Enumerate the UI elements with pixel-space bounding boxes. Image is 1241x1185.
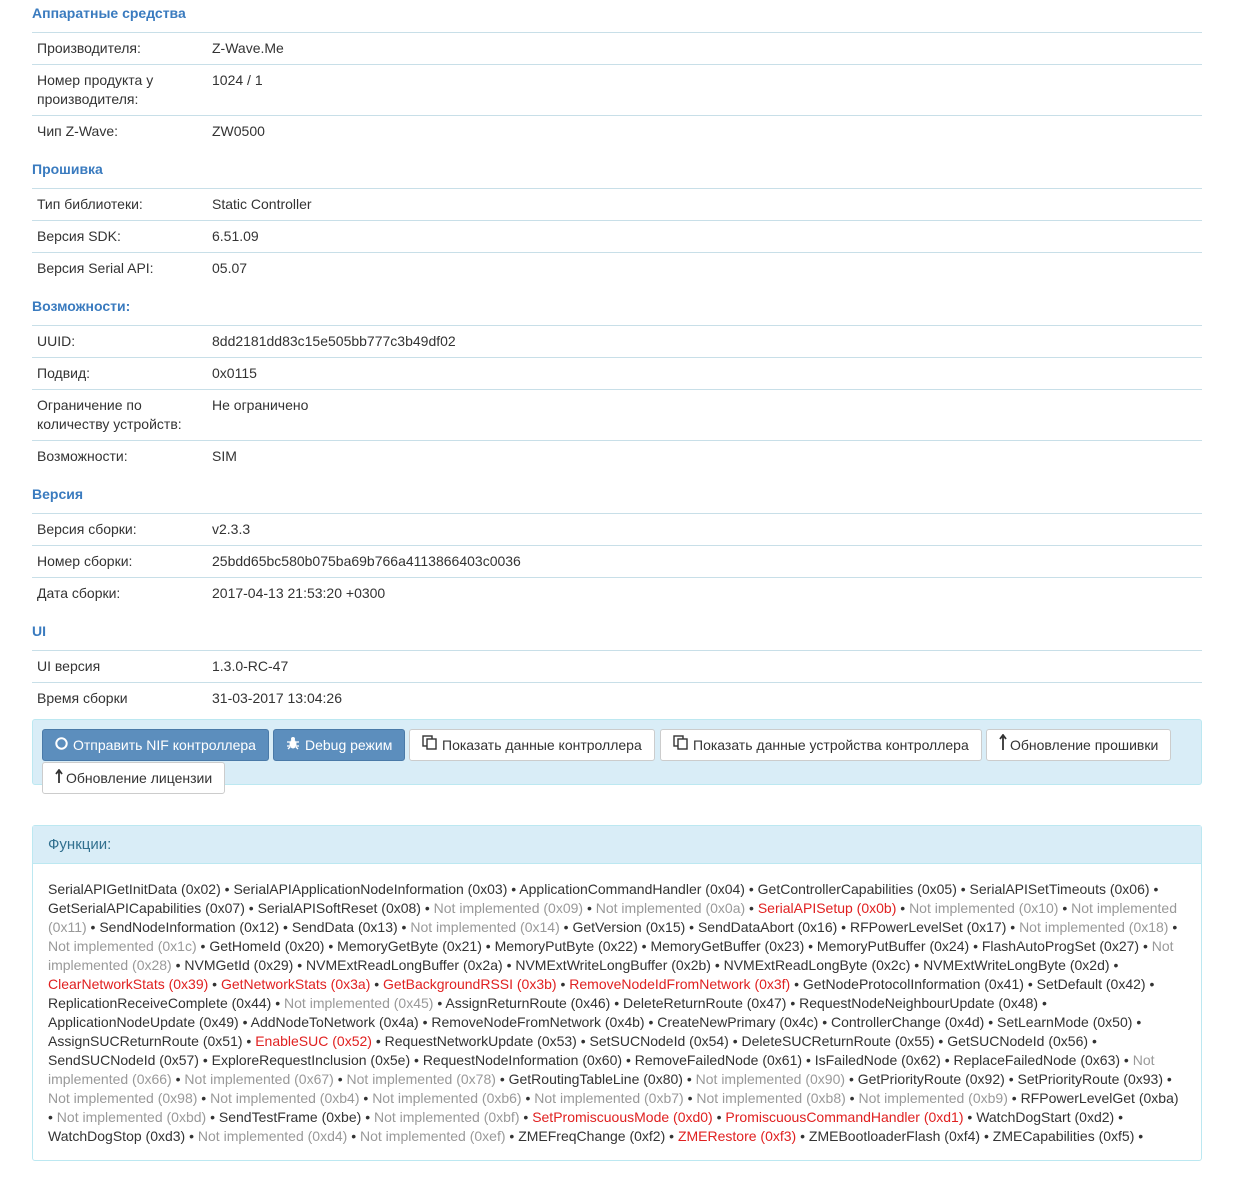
function-item: Not implemented (0xb4) — [210, 1090, 360, 1106]
table-row — [32, 513, 1202, 545]
bullet-separator: • — [1041, 995, 1047, 1011]
debug-mode-button[interactable] — [273, 729, 405, 761]
info-tables — [32, 0, 1202, 723]
row-value: 05.07 — [212, 260, 248, 276]
function-item: Not implemented (0x0a) — [595, 900, 746, 916]
table-row — [32, 32, 1202, 64]
bullet-separator: • — [424, 900, 430, 916]
function-item: SetSUCNodeId (0x54) — [589, 1033, 729, 1049]
bullet-separator: • — [560, 976, 566, 992]
table-row — [32, 545, 1202, 577]
function-item: NVMExtReadLongBuffer (0x2a) — [306, 957, 503, 973]
bullet-separator: • — [414, 1052, 419, 1068]
bullet-separator: • — [805, 1052, 811, 1068]
bullet-separator: • — [48, 1109, 53, 1125]
table-row — [32, 389, 1202, 440]
function-item: Not implemented (0x18) — [1019, 919, 1169, 935]
function-item: NVMExtReadLongByte (0x2c) — [723, 957, 911, 973]
table-row — [32, 115, 1202, 147]
row-value: Static Controller — [212, 196, 312, 212]
bullet-separator: • — [212, 976, 218, 992]
function-item: Not implemented (0x14) — [410, 919, 560, 935]
capabilities-table — [32, 325, 1202, 472]
bullet-separator: • — [686, 1071, 692, 1087]
bullet-separator: • — [586, 900, 592, 916]
row-value: 1024 / 1 — [212, 72, 263, 88]
function-item: RequestNetworkUpdate (0x53) — [384, 1033, 577, 1049]
function-item: MemoryGetByte (0x21) — [337, 938, 482, 954]
bullet-separator: • — [351, 1128, 357, 1144]
bullet-separator: • — [794, 976, 800, 992]
function-item: PromiscuousCommandHandler (0xd1) — [725, 1109, 964, 1125]
function-item: GetRoutingTableLine (0x80) — [508, 1071, 683, 1087]
row-label: Чип Z-Wave: — [37, 123, 118, 139]
function-item: GetBackgroundRSSI (0x3b) — [383, 976, 557, 992]
function-item: Not implemented (0xb9) — [858, 1090, 1008, 1106]
table-row — [32, 577, 1202, 609]
bullet-separator: • — [641, 938, 647, 954]
function-item: GetNetworkStats (0x3a) — [220, 976, 371, 992]
section-title-version: Версия — [32, 486, 84, 502]
firmware-table — [32, 188, 1202, 284]
function-item: Not implemented (0x66) — [48, 1052, 1155, 1087]
firmware-update-button[interactable] — [986, 729, 1171, 761]
bullet-separator: • — [900, 900, 906, 916]
table-row — [32, 64, 1202, 115]
function-item: Not implemented (0x90) — [695, 1071, 846, 1087]
function-item: ZMECapabilities (0xf5) — [992, 1128, 1135, 1144]
function-item: SetLearnMode (0x50) — [997, 1014, 1133, 1030]
bullet-separator: • — [1153, 881, 1159, 897]
bullet-separator: • — [509, 1128, 515, 1144]
bullet-separator: • — [401, 919, 407, 935]
bullet-separator: • — [1172, 919, 1178, 935]
arrow-up-icon — [55, 764, 63, 794]
function-item: ZMEBootloaderFlash (0xf4) — [808, 1128, 981, 1144]
row-label: Версия Serial API: — [37, 260, 154, 276]
function-item: SerialAPISetup (0x0b) — [757, 900, 897, 916]
row-label: UI версия — [37, 658, 101, 674]
show-device-data-button[interactable] — [660, 729, 982, 761]
section-title-hardware: Аппаратные средства — [32, 5, 186, 21]
function-item: NVMExtWriteLongBuffer (0x2b) — [515, 957, 711, 973]
table-row — [32, 357, 1202, 389]
controller-actions-panel — [32, 719, 1202, 785]
function-item: ClearNetworkStats (0x39) — [48, 976, 209, 992]
function-item: SendDataAbort (0x16) — [697, 919, 838, 935]
function-item: GetSUCNodeId (0x56) — [947, 1033, 1089, 1049]
function-item: DeleteSUCReturnRoute (0x55) — [741, 1033, 935, 1049]
function-item: Not implemented (0xef) — [360, 1128, 506, 1144]
function-item: ZMERestore (0xf3) — [677, 1128, 797, 1144]
bullet-separator: • — [248, 900, 254, 916]
function-item: ApplicationNodeUpdate (0x49) — [48, 1014, 239, 1030]
bullet-separator: • — [563, 919, 569, 935]
bullet-separator: • — [201, 1090, 207, 1106]
show-controller-data-button[interactable] — [409, 729, 655, 761]
row-value: 25bdd65bc580b075ba69b766a4113866403c0036 — [212, 553, 521, 569]
function-item: NVMExtWriteLongByte (0x2d) — [923, 957, 1110, 973]
function-item: IsFailedNode (0x62) — [814, 1052, 941, 1068]
bullet-separator: • — [297, 957, 303, 973]
row-label: Возможности: — [37, 448, 128, 464]
bullet-separator: • — [1149, 976, 1155, 992]
bullet-separator: • — [669, 1128, 675, 1144]
bullet-separator: • — [1010, 919, 1016, 935]
function-item: EnableSUC (0x52) — [255, 1033, 372, 1049]
function-item: SendTestFrame (0xbe) — [218, 1109, 362, 1125]
function-item: ReplaceFailedNode (0x63) — [953, 1052, 1121, 1068]
bullet-separator: • — [938, 1033, 944, 1049]
function-item: GetSerialAPICapabilities (0x07) — [48, 900, 245, 916]
bullet-separator: • — [275, 995, 281, 1011]
function-item: Not implemented (0xb8) — [696, 1090, 846, 1106]
bullet-separator: • — [625, 1052, 631, 1068]
bullet-separator: • — [374, 976, 380, 992]
functions-title: Функции: — [33, 826, 1201, 864]
function-item: RemoveNodeFromNetwork (0x4b) — [431, 1014, 645, 1030]
function-item: SerialAPISoftReset (0x08) — [257, 900, 421, 916]
function-item: WatchDogStart (0xd2) — [976, 1109, 1115, 1125]
bullet-separator: • — [422, 1014, 428, 1030]
bullet-separator: • — [849, 1090, 855, 1106]
bullet-separator: • — [689, 919, 695, 935]
bullet-separator: • — [175, 957, 181, 973]
function-item: Not implemented (0xbd) — [56, 1109, 207, 1125]
row-value: 8dd2181dd83c15e505bb777c3b49df02 — [212, 333, 456, 349]
row-value: 1.3.0-RC-47 — [212, 658, 289, 674]
function-item: AddNodeToNetwork (0x4a) — [250, 1014, 419, 1030]
row-value: v2.3.3 — [212, 521, 251, 537]
row-label: UUID: — [37, 333, 76, 349]
function-item: RequestNodeInformation (0x60) — [422, 1052, 623, 1068]
function-item: WatchDogStop (0xd3) — [48, 1128, 186, 1144]
row-label: Номер продукта у производителя: — [37, 72, 154, 107]
bullet-separator: • — [1062, 900, 1068, 916]
bullet-separator: • — [716, 1109, 722, 1125]
show-device-data-label: Показать данные устройства контроллера — [693, 737, 969, 753]
bullet-separator: • — [1123, 1052, 1129, 1068]
bullet-separator: • — [749, 900, 754, 916]
bullet-separator: • — [246, 1033, 252, 1049]
function-item: Not implemented (0x10) — [909, 900, 1059, 916]
bullet-separator: • — [790, 995, 796, 1011]
function-item: RFPowerLevelSet (0x17) — [849, 919, 1007, 935]
function-item: FlashAutoProgSet (0x27) — [981, 938, 1140, 954]
bullet-separator: • — [614, 995, 620, 1011]
bullet-separator: • — [1113, 957, 1119, 973]
bullet-separator: • — [242, 1014, 248, 1030]
bullet-separator: • — [944, 1052, 950, 1068]
function-item: AssignSUCReturnRoute (0x51) — [48, 1033, 243, 1049]
license-update-button[interactable] — [42, 762, 225, 794]
function-item: ZMEFreqChange (0xf2) — [518, 1128, 666, 1144]
row-label: Производителя: — [37, 40, 141, 56]
show-controller-data-label: Показать данные контроллера — [442, 737, 642, 753]
function-item: Not implemented (0x78) — [346, 1071, 496, 1087]
functions-panel — [32, 825, 1202, 1161]
bullet-separator: • — [714, 957, 720, 973]
bullet-separator: • — [1027, 976, 1033, 992]
bug-icon — [286, 731, 300, 761]
bullet-separator: • — [988, 1014, 994, 1030]
bullet-separator: • — [808, 938, 814, 954]
row-value: 0x0115 — [212, 365, 257, 381]
row-value: SIM — [212, 448, 237, 464]
function-item: SerialAPIApplicationNodeInformation (0x03) — [233, 881, 508, 897]
bullet-separator: • — [800, 1128, 805, 1144]
bullet-separator: • — [511, 881, 517, 897]
hardware-table — [32, 32, 1202, 147]
bullet-separator: • — [648, 1014, 654, 1030]
bullet-separator: • — [1138, 1128, 1144, 1144]
bullet-separator: • — [1118, 1109, 1123, 1125]
function-item: SendNodeInformation (0x12) — [99, 919, 280, 935]
arrow-up-icon — [999, 731, 1007, 761]
row-value: 2017-04-13 21:53:20 +0300 — [212, 585, 386, 601]
row-label: Версия SDK: — [37, 228, 121, 244]
function-item: CreateNewPrimary (0x4c) — [657, 1014, 819, 1030]
function-item: Not implemented (0xbf) — [373, 1109, 520, 1125]
function-item: RemoveNodeIdFromNetwork (0x3f) — [569, 976, 791, 992]
function-item: RFPowerLevelGet (0xba) — [1020, 1090, 1179, 1106]
version-table — [32, 513, 1202, 609]
row-label: Дата сборки: — [37, 585, 121, 601]
row-value: 6.51.09 — [212, 228, 259, 244]
function-item: Not implemented (0x67) — [184, 1071, 334, 1087]
bullet-separator: • — [224, 881, 230, 897]
row-value: Z-Wave.Me — [212, 40, 284, 56]
bullet-separator: • — [1142, 938, 1148, 954]
function-item: MemoryGetBuffer (0x23) — [650, 938, 805, 954]
bullet-separator: • — [960, 881, 966, 897]
row-label: Номер сборки: — [37, 553, 133, 569]
function-item: ExploreRequestInclusion (0x5e) — [211, 1052, 411, 1068]
row-value: Не ограничено — [212, 397, 309, 413]
section-title-ui: UI — [32, 623, 46, 639]
circle-icon — [55, 731, 68, 761]
function-item: SetPriorityRoute (0x93) — [1017, 1071, 1163, 1087]
bullet-separator: • — [363, 1090, 369, 1106]
bullet-separator: • — [1091, 1033, 1097, 1049]
function-item: Not implemented (0xb7) — [534, 1090, 684, 1106]
function-item: ControllerChange (0x4d) — [831, 1014, 985, 1030]
function-item: Not implemented (0x09) — [433, 900, 584, 916]
bullet-separator: • — [189, 1128, 195, 1144]
bullet-separator: • — [1011, 1090, 1017, 1106]
copy-icon — [673, 731, 688, 761]
firmware-update-label: Обновление прошивки — [1010, 737, 1159, 753]
row-label: Тип библиотеки: — [37, 196, 143, 212]
bullet-separator: • — [580, 1033, 586, 1049]
bullet-separator: • — [523, 1109, 529, 1125]
copy-icon — [422, 731, 437, 761]
function-item: Not implemented (0x1c) — [48, 938, 197, 954]
function-item: ReplicationReceiveComplete (0x44) — [48, 995, 272, 1011]
row-label: Подвид: — [37, 365, 91, 381]
function-item: Not implemented (0xb6) — [372, 1090, 522, 1106]
function-item: SetDefault (0x42) — [1036, 976, 1146, 992]
bullet-separator: • — [1166, 1071, 1172, 1087]
table-row — [32, 682, 1202, 714]
function-item: Not implemented (0xd4) — [197, 1128, 348, 1144]
row-label: Версия сборки: — [37, 521, 137, 537]
table-row — [32, 188, 1202, 220]
section-title-firmware: Прошивка — [32, 161, 103, 177]
section-title-capabilities: Возможности: — [32, 298, 131, 314]
table-row — [32, 650, 1202, 682]
function-item: DeleteReturnRoute (0x47) — [623, 995, 787, 1011]
bullet-separator: • — [499, 1071, 505, 1087]
bullet-separator: • — [822, 1014, 828, 1030]
function-item: Not implemented (0x45) — [284, 995, 434, 1011]
bullet-separator: • — [967, 1109, 973, 1125]
bullet-separator: • — [732, 1033, 738, 1049]
bullet-separator: • — [973, 938, 978, 954]
function-item: MemoryPutBuffer (0x24) — [816, 938, 970, 954]
row-label: Ограничение по количеству устройств: — [37, 397, 182, 432]
send-nif-button[interactable] — [42, 729, 269, 761]
function-item: AssignReturnRoute (0x46) — [445, 995, 611, 1011]
function-item: GetVersion (0x15) — [572, 919, 686, 935]
function-item: NVMGetId (0x29) — [184, 957, 294, 973]
bullet-separator: • — [365, 1109, 371, 1125]
table-row — [32, 220, 1202, 252]
bullet-separator: • — [848, 1071, 854, 1087]
table-row — [32, 325, 1202, 357]
function-item: SetPromiscuousMode (0xd0) — [532, 1109, 713, 1125]
function-item: SerialAPIGetInitData (0x02) — [48, 881, 221, 897]
function-item: RemoveFailedNode (0x61) — [634, 1052, 803, 1068]
debug-mode-label: Debug режим — [305, 737, 393, 753]
functions-list — [33, 864, 1201, 1146]
row-value: ZW0500 — [212, 123, 265, 139]
function-item: GetHomeId (0x20) — [209, 938, 325, 954]
bullet-separator: • — [283, 919, 288, 935]
bullet-separator: • — [90, 919, 96, 935]
table-row — [32, 440, 1202, 472]
bullet-separator: • — [437, 995, 443, 1011]
bullet-separator: • — [983, 1128, 989, 1144]
bullet-separator: • — [687, 1090, 693, 1106]
function-item: Not implemented (0x98) — [48, 1090, 198, 1106]
function-item: SendSUCNodeId (0x57) — [48, 1052, 199, 1068]
function-item: RequestNodeNeighbourUpdate (0x48) — [799, 995, 1039, 1011]
bullet-separator: • — [506, 957, 512, 973]
bullet-separator: • — [200, 938, 206, 954]
function-item: SerialAPISetTimeouts (0x06) — [969, 881, 1150, 897]
function-item: ApplicationCommandHandler (0x04) — [519, 881, 745, 897]
function-item: SendData (0x13) — [291, 919, 398, 935]
bullet-separator: • — [175, 1071, 181, 1087]
table-row — [32, 252, 1202, 284]
function-item: MemoryPutByte (0x22) — [494, 938, 638, 954]
bullet-separator: • — [337, 1071, 343, 1087]
bullet-separator: • — [210, 1109, 215, 1125]
bullet-separator: • — [1008, 1071, 1014, 1087]
license-update-label: Обновление лицензии — [66, 770, 213, 786]
bullet-separator: • — [1136, 1014, 1142, 1030]
function-item: GetPriorityRoute (0x92) — [857, 1071, 1005, 1087]
ui-table — [32, 650, 1202, 714]
bullet-separator: • — [328, 938, 334, 954]
function-item: GetControllerCapabilities (0x05) — [757, 881, 957, 897]
bullet-separator: • — [485, 938, 491, 954]
function-item: Not implemented (0x28) — [48, 938, 1174, 973]
bullet-separator: • — [841, 919, 847, 935]
bullet-separator: • — [914, 957, 920, 973]
bullet-separator: • — [525, 1090, 531, 1106]
bullet-separator: • — [202, 1052, 208, 1068]
bullet-separator: • — [375, 1033, 381, 1049]
function-item: Not implemented (0x11) — [48, 900, 1177, 935]
function-item: GetNodeProtocolInformation (0x41) — [802, 976, 1024, 992]
row-label: Время сборки — [37, 690, 128, 706]
send-nif-label: Отправить NIF контроллера — [73, 737, 256, 753]
bullet-separator: • — [748, 881, 754, 897]
row-value: 31-03-2017 13:04:26 — [212, 690, 342, 706]
